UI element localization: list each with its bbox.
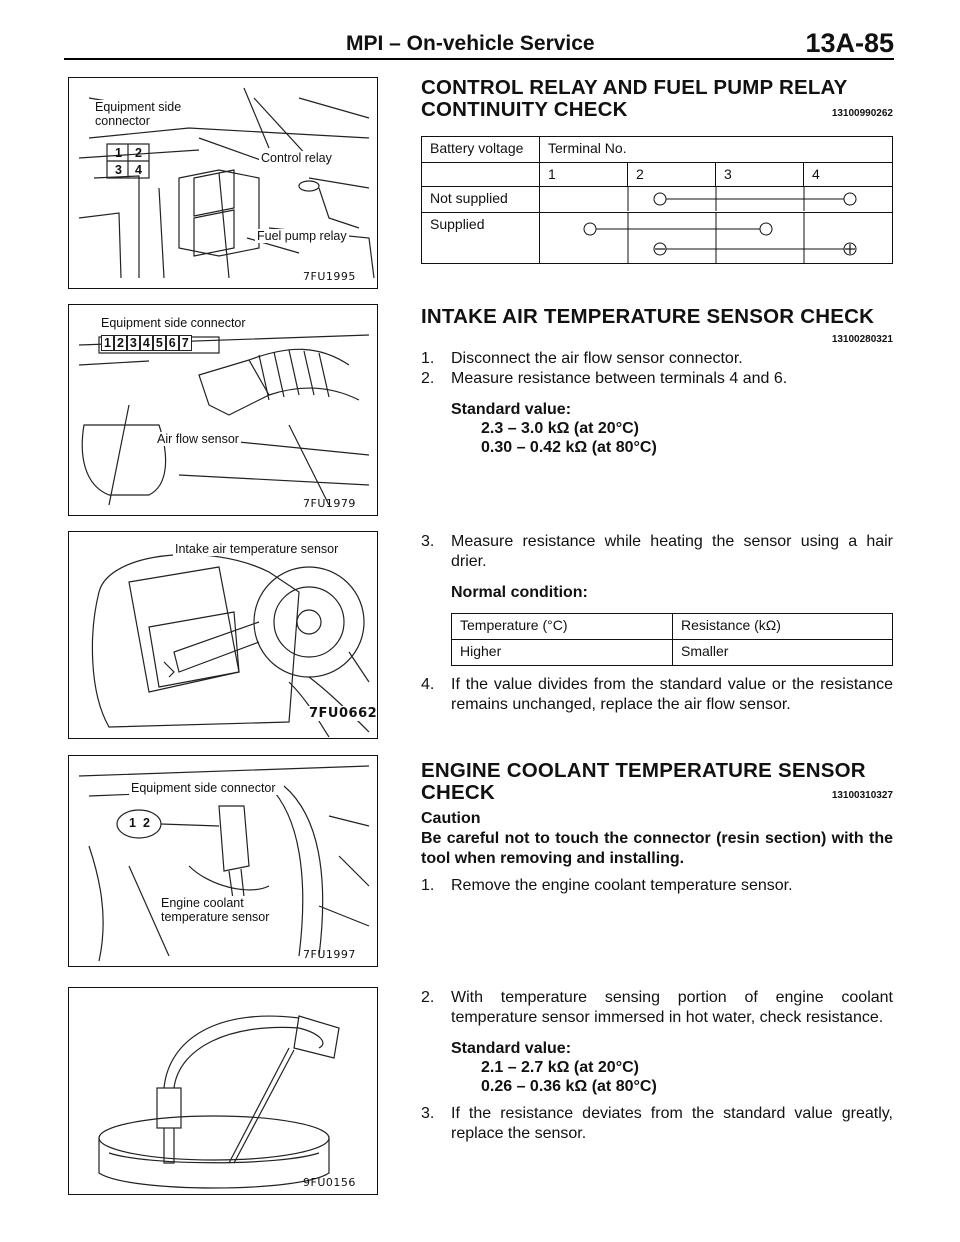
value-smaller: Smaller (673, 640, 893, 666)
label-air-flow-sensor: Air flow sensor (157, 432, 239, 446)
normal-condition-label: Normal condition: (451, 584, 588, 601)
figure-air-flow-sensor (68, 304, 378, 516)
relay-title-line1: CONTROL RELAY AND FUEL PUMP RELAY (421, 76, 848, 99)
figure-relays (68, 77, 378, 289)
pin-1: 1 (101, 335, 114, 351)
relay-continuity-table (421, 136, 893, 264)
label-temperature-sensor: temperature sensor (161, 910, 270, 924)
coolant-standard-value: Standard value: 2.1 – 2.7 kΩ (at 20°C) 0.26 – 0.36 kΩ (at 80°C) (451, 1040, 657, 1095)
intake-section-id: 13100280321 (831, 334, 893, 345)
section-intake-heating (421, 532, 893, 715)
figure-code: 7FU1995 (303, 270, 356, 283)
intake-title: INTAKE AIR TEMPERATURE SENSOR CHECK (421, 305, 875, 328)
section-intake-air-temp (421, 306, 893, 457)
terminal-2: 2 (628, 163, 716, 187)
figure-intake-air-temp (68, 531, 378, 739)
intake-standard-value: Standard value: 2.3 – 3.0 kΩ (at 20°C) 0.30 – 0.42 kΩ (at 80°C) (451, 401, 657, 456)
intake-step-1: 1. Disconnect the air flow sensor connector. (421, 350, 743, 367)
pin-6: 6 (166, 335, 179, 351)
coolant-step-2: 2. With temperature sensing portion of engine coolant temperature sensor immersed in hot water, check resistance. (421, 989, 893, 1026)
col-terminal-no: Terminal No. (540, 137, 893, 163)
terminal-4: 4 (804, 163, 893, 187)
normal-condition-table (451, 613, 893, 666)
figure-coolant-sensor (68, 755, 378, 967)
terminal-3: 3 (716, 163, 804, 187)
coolant-step-1: 1. Remove the engine coolant temperature sensor. (421, 877, 793, 894)
intake-step-2: 2. Measure resistance between terminals 4 and 6. (421, 370, 788, 387)
label-control-relay: Control relay (261, 151, 332, 165)
continuity-supplied (540, 213, 893, 264)
figure-code: 9FU0156 (303, 1176, 356, 1189)
label-fuel-pump-relay: Fuel pump relay (257, 229, 347, 243)
row-supplied: Supplied (422, 213, 540, 264)
header-title: MPI – On-vehicle Service (346, 32, 595, 55)
coolant-section-id: 13100310327 (831, 790, 893, 801)
relay-title-line2: CONTINUITY CHECK (421, 98, 628, 121)
coolant-title-line2: CHECK (421, 781, 495, 804)
relay-section-id: 13100990262 (831, 108, 893, 119)
pin-3: 3 (115, 163, 122, 177)
section-coolant-resistance (421, 988, 893, 1144)
pin-2: 2 (135, 146, 142, 160)
col-battery-voltage: Battery voltage (422, 137, 540, 163)
pin-2: 2 (143, 816, 150, 830)
pin-4: 4 (135, 163, 142, 177)
figure-code: 7FU1979 (303, 497, 356, 510)
continuity-not-supplied (540, 187, 893, 213)
coolant-step-3: 3. If the resistance deviates from the standard value greatly, replace the sensor. (421, 1105, 893, 1142)
continuity-lines-supplied (540, 213, 892, 263)
intake-step-4: 4. If the value divides from the standard value or the resistance remains unchanged, replace the air flow sensor. (421, 676, 893, 713)
header-resistance: Resistance (kΩ) (673, 614, 893, 640)
pin-7: 7 (179, 335, 192, 351)
pin-5: 5 (153, 335, 166, 351)
caution-text: Be careful not to touch the connector (resin section) with the tool when removing and installing. (421, 830, 893, 867)
intake-step-3: 3. Measure resistance while heating the sensor using a hair drier. (421, 533, 893, 570)
empty-cell (422, 163, 540, 187)
figure-code: 7FU1997 (303, 948, 356, 961)
value-higher: Higher (452, 640, 673, 666)
terminal-1: 1 (540, 163, 628, 187)
figure-code: 7FU0662 (309, 706, 378, 721)
section-coolant-sensor (421, 760, 893, 896)
section-relay-check (421, 77, 893, 264)
header-temperature: Temperature (°C) (452, 614, 673, 640)
label-engine-coolant: Engine coolant (161, 896, 244, 910)
page-number: 13A-85 (805, 28, 894, 58)
caution-label: Caution (421, 810, 481, 827)
pin-3: 3 (127, 335, 140, 351)
label-equipment-side-connector: Equipment side connector (101, 316, 246, 330)
hot-water-illustration (69, 988, 378, 1195)
label-intake-air-temp-sensor: Intake air temperature sensor (175, 542, 339, 556)
pin-4: 4 (140, 335, 153, 351)
figure-hot-water-test (68, 987, 378, 1195)
continuity-line-2-4 (540, 187, 892, 211)
connector-pins (101, 335, 192, 351)
label-connector: connector (95, 114, 150, 128)
coolant-title-line1: ENGINE COOLANT TEMPERATURE SENSOR (421, 759, 866, 782)
label-equipment-side: Equipment side (95, 100, 182, 114)
label-equipment-side-connector: Equipment side connector (131, 781, 276, 795)
pin-2: 2 (114, 335, 127, 351)
page-header (64, 24, 894, 60)
row-not-supplied: Not supplied (422, 187, 540, 213)
pin-1: 1 (129, 816, 136, 830)
pin-1: 1 (115, 146, 122, 160)
